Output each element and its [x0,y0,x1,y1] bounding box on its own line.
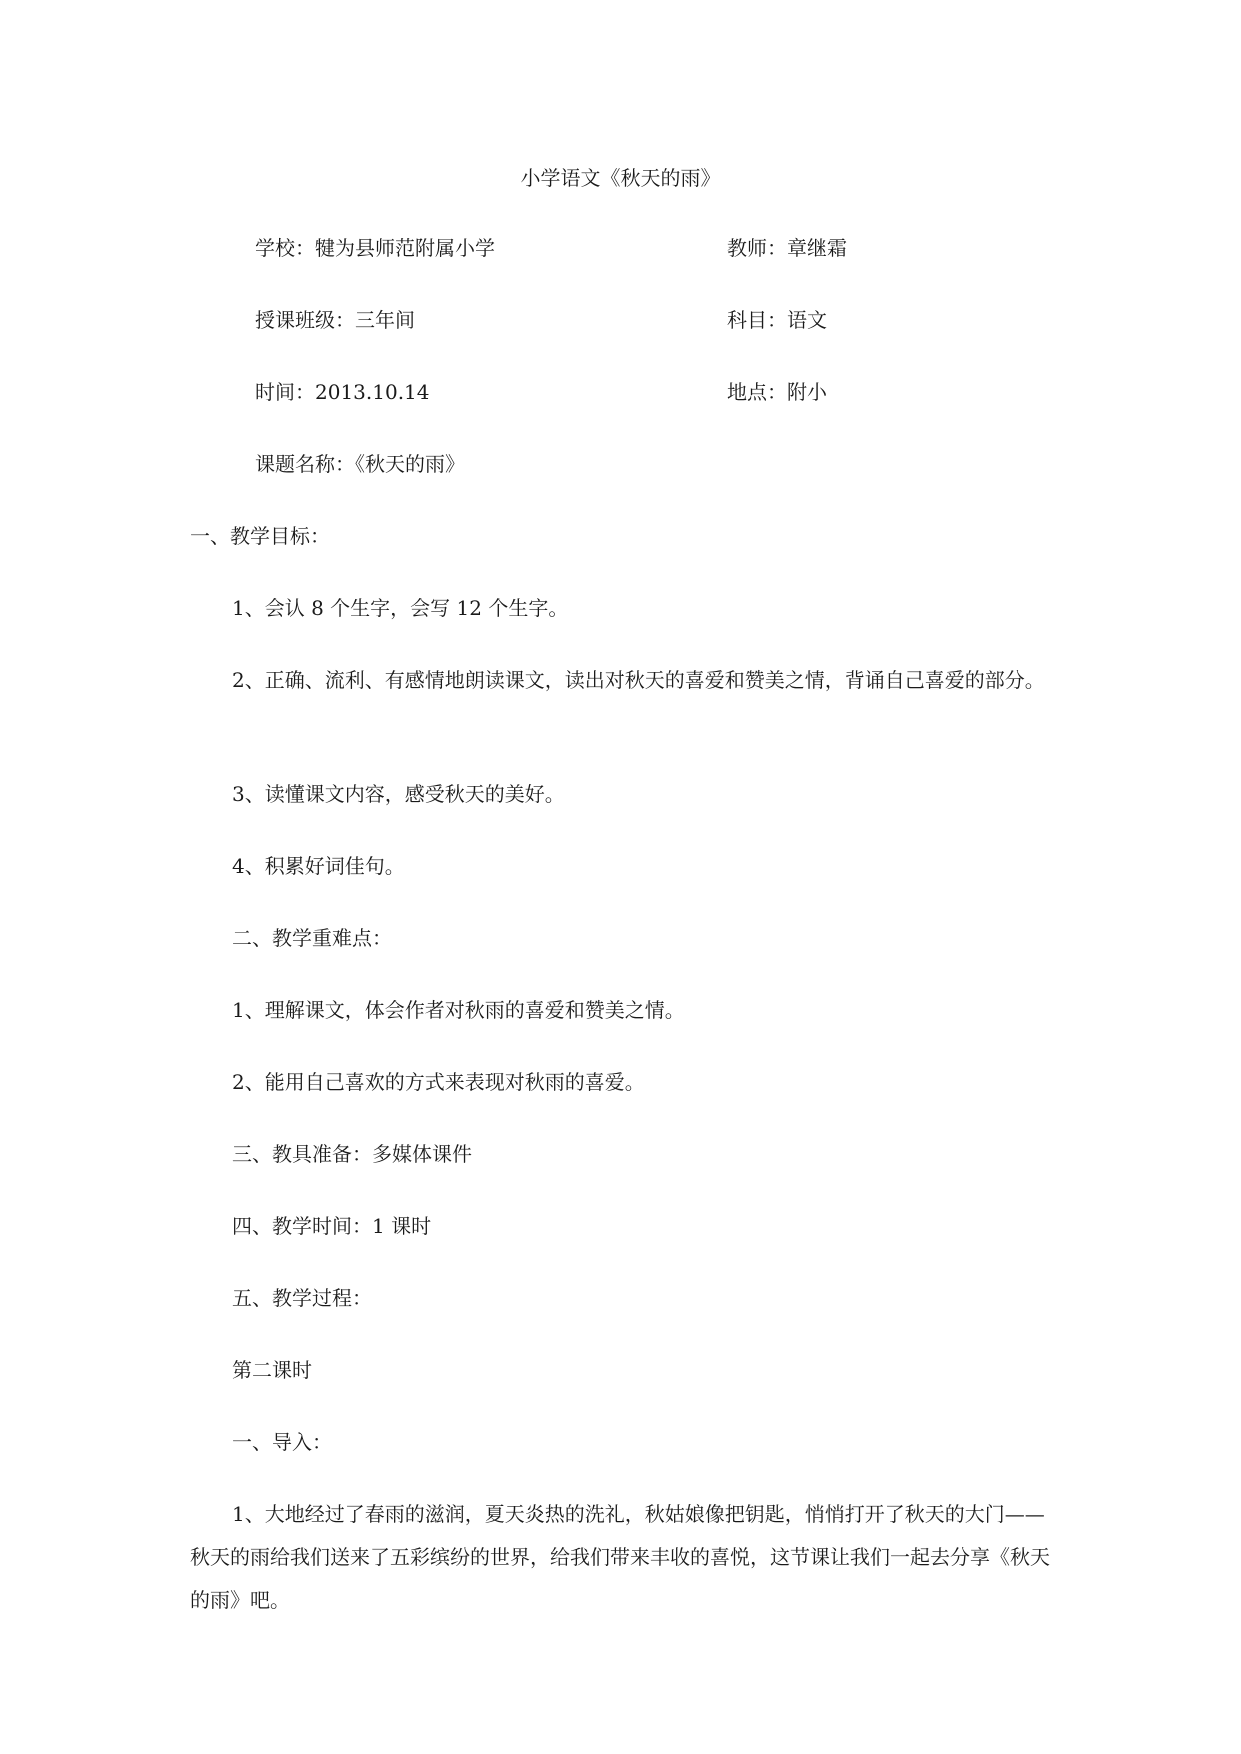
key-point-2: 2、能用自己喜欢的方式来表现对秋雨的喜爱。 [232,1070,645,1094]
intro-paragraph: 1、大地经过了春雨的滋润，夏天炎热的洗礼，秋姑娘像把钥匙，悄悄打开了秋天的大门——秋天的雨给我们送来了五彩缤纷的世界，给我们带来丰收的喜悦，这节课让我们一起去分享《秋天的雨》吧。 [190,1502,1050,1612]
school-info: 学校：犍为县师范附属小学 [255,236,495,260]
teacher-info: 教师：章继霜 [727,236,847,260]
lesson-label: 第二课时 [232,1358,312,1382]
topic-info: 课题名称：《秋天的雨》 [255,452,465,476]
subject-info: 科目：语文 [727,308,827,332]
class-info: 授课班级：三年间 [255,308,415,332]
objectives-heading: 一、教学目标： [190,524,330,548]
objective-2: 2、正确、流利、有感情地朗读课文，读出对秋天的喜爱和赞美之情，背诵自己喜爱的部分。 [232,668,1045,692]
place-info: 地点：附小 [727,380,827,404]
objective-1: 1、会认 8 个生字，会写 12 个生字。 [232,596,569,620]
duration-line: 四、教学时间：1 课时 [232,1214,432,1238]
time-info: 时间：2013.10.14 [255,380,430,404]
key-points-heading: 二、教学重难点： [232,926,392,950]
tools-line: 三、教具准备：多媒体课件 [232,1142,472,1166]
key-point-1: 1、理解课文，体会作者对秋雨的喜爱和赞美之情。 [232,998,685,1022]
intro-heading: 一、导入： [232,1430,332,1454]
process-heading: 五、教学过程： [232,1286,372,1310]
objective-3: 3、读懂课文内容，感受秋天的美好。 [232,782,565,806]
document-title: 小学语文《秋天的雨》 [520,166,721,190]
objective-4: 4、积累好词佳句。 [232,854,405,878]
